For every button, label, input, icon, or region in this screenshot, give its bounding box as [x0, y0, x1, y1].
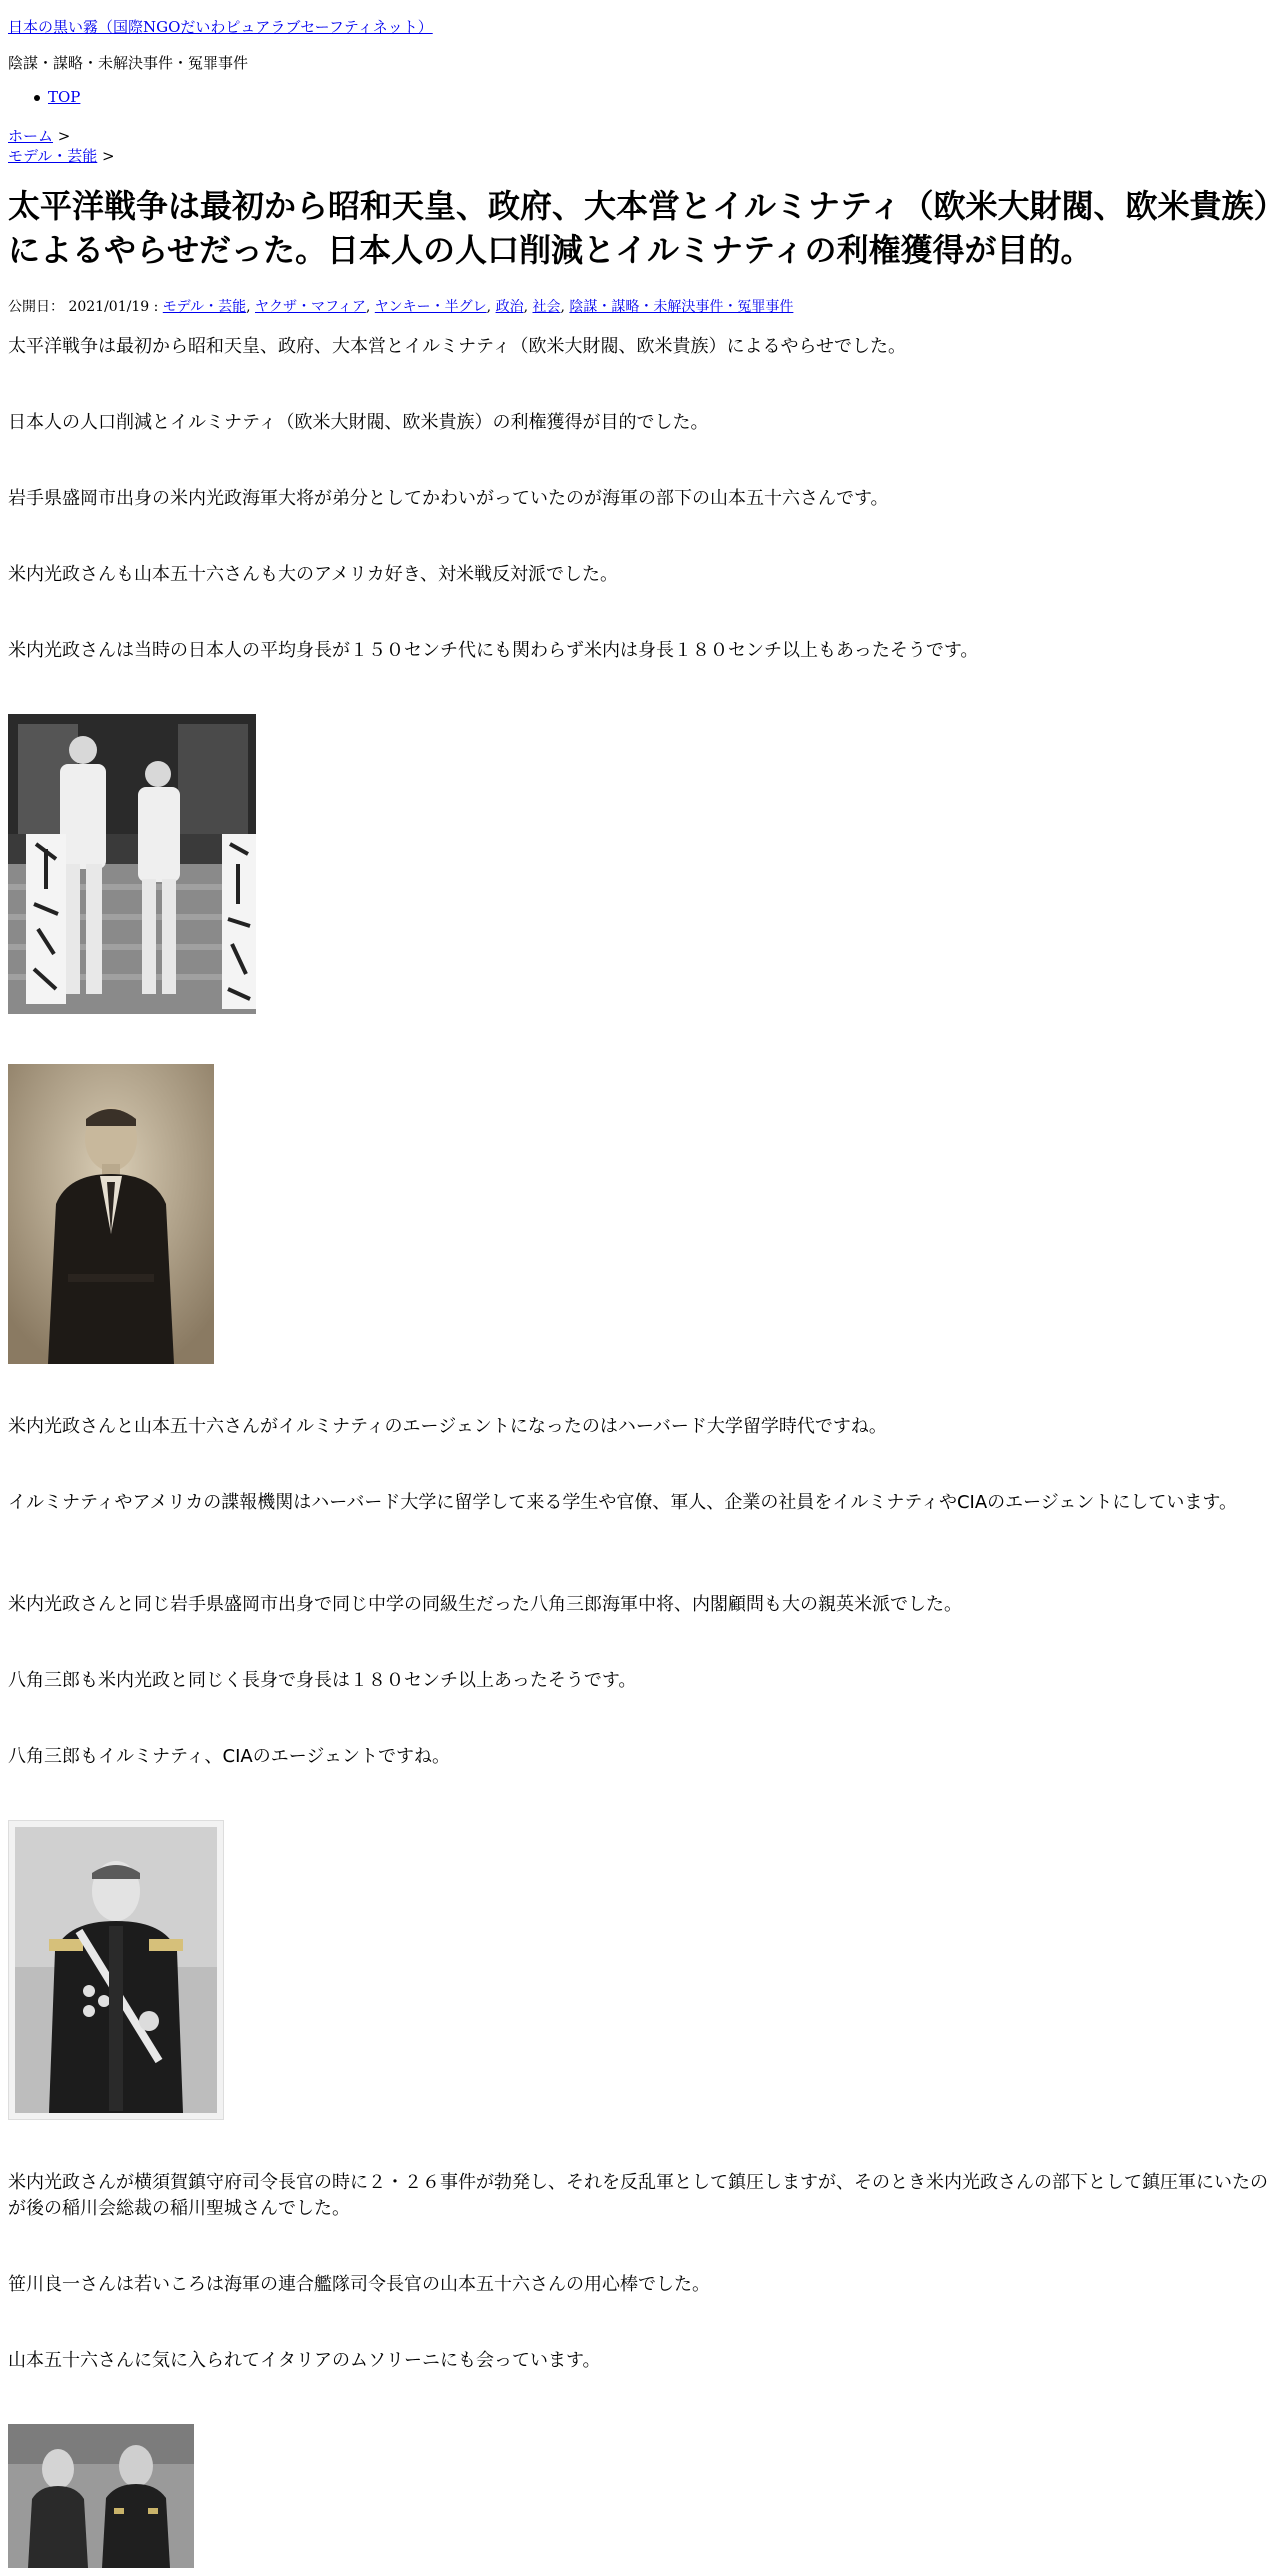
meta-separator: : [153, 299, 159, 315]
article-title: 太平洋戦争は最初から昭和天皇、政府、大本営とイルミナティ（欧米大財閥、欧米貴族）によるやらせだった。日本人の人口削減とイルミナティの利権獲得が目的。 [8, 187, 1270, 269]
article-meta: 公開日： 2021/01/19 : モデル・芸能, ヤクザ・マフィア, ヤンキー・半グレ, 政治, 社会, 陰謀・謀略・未解決事件・冤罪事件 [8, 299, 794, 315]
published-date: 2021/01/19 [68, 299, 150, 315]
article-paragraph: 米内光政さんが横須賀鎮守府司令長官の時に２・２６事件が勃発し、それを反乱軍として鎮圧しますが、そのとき米内光政さんの部下として鎮圧軍にいたのが後の稲川会総裁の稲川聖城さんでした。 [8, 2172, 1268, 2219]
article-paragraph: 八角三郎もイルミナティ、CIAのエージェントですね。 [8, 1746, 451, 1767]
breadcrumb-category [8, 145, 115, 166]
category-link[interactable]: 陰謀・謀略・未解決事件・冤罪事件 [569, 299, 794, 315]
category-link[interactable]: 社会 [532, 299, 561, 315]
site-title-link[interactable]: 日本の黒い霧（国際NGOだいわピュアラブセーフティネット） [8, 18, 433, 36]
breadcrumb-category-link[interactable]: モデル・芸能 [8, 147, 98, 165]
article-paragraph: 米内光政さんと同じ岩手県盛岡市出身で同じ中学の同級生だった八角三郎海軍中将、内閣顧問も大の親英米派でした。 [8, 1594, 962, 1615]
category-link[interactable]: モデル・芸能 [162, 299, 247, 315]
admiral-in-uniform-portrait-photo [8, 1820, 224, 2120]
article-paragraph: 米内光政さんと山本五十六さんがイルミナティのエージェントになったのはハーバード大学留学時代ですね。 [8, 1416, 887, 1437]
article-paragraph: イルミナティやアメリカの諜報機関はハーバード大学に留学して来る学生や官僚、軍人、企業の社員をイルミナティやCIAのエージェントにしています。 [8, 1492, 1237, 1513]
breadcrumb-home [8, 125, 70, 146]
group-photo [8, 2424, 194, 2568]
article-paragraph: 太平洋戦争は最初から昭和天皇、政府、大本営とイルミナティ（欧米大財閥、欧米貴族）によるやらせでした。 [8, 336, 907, 357]
breadcrumb-separator: > [102, 147, 115, 165]
article-paragraph: 米内光政さんは当時の日本人の平均身長が１５０センチ代にも関わらず米内は身長１８０センチ以上もあったそうです。 [8, 640, 979, 661]
list-bullet-icon [34, 95, 40, 101]
published-label: 公開日： [8, 299, 64, 315]
breadcrumb-separator: > [57, 127, 71, 145]
site-description: 陰謀・謀略・未解決事件・冤罪事件 [8, 54, 249, 72]
top-nav [48, 88, 80, 106]
category-link[interactable]: ヤンキー・半グレ [374, 299, 487, 315]
article-paragraph: 笹川良一さんは若いころは海軍の連合艦隊司令長官の山本五十六さんの用心棒でした。 [8, 2274, 710, 2295]
article-paragraph: 八角三郎も米内光政と同じく長身で身長は１８０センチ以上あったそうです。 [8, 1670, 637, 1691]
nav-top-link[interactable]: TOP [48, 88, 81, 106]
category-link[interactable]: 政治 [495, 299, 524, 315]
two-naval-officers-photo [8, 714, 256, 1014]
article-paragraph: 山本五十六さんに気に入られてイタリアのムソリーニにも会っています。 [8, 2350, 601, 2371]
article-paragraph: 米内光政さんも山本五十六さんも大のアメリカ好き、対米戦反対派でした。 [8, 564, 619, 585]
man-in-suit-portrait-photo [8, 1064, 214, 1364]
article-paragraph: 日本人の人口削減とイルミナティ（欧米大財閥、欧米貴族）の利権獲得が目的でした。 [8, 412, 709, 433]
breadcrumb-home-link[interactable]: ホーム [8, 127, 54, 145]
category-link[interactable]: ヤクザ・マフィア [255, 299, 366, 315]
article-paragraph: 岩手県盛岡市出身の米内光政海軍大将が弟分としてかわいがっていたのが海軍の部下の山本五十六さんです。 [8, 488, 889, 509]
